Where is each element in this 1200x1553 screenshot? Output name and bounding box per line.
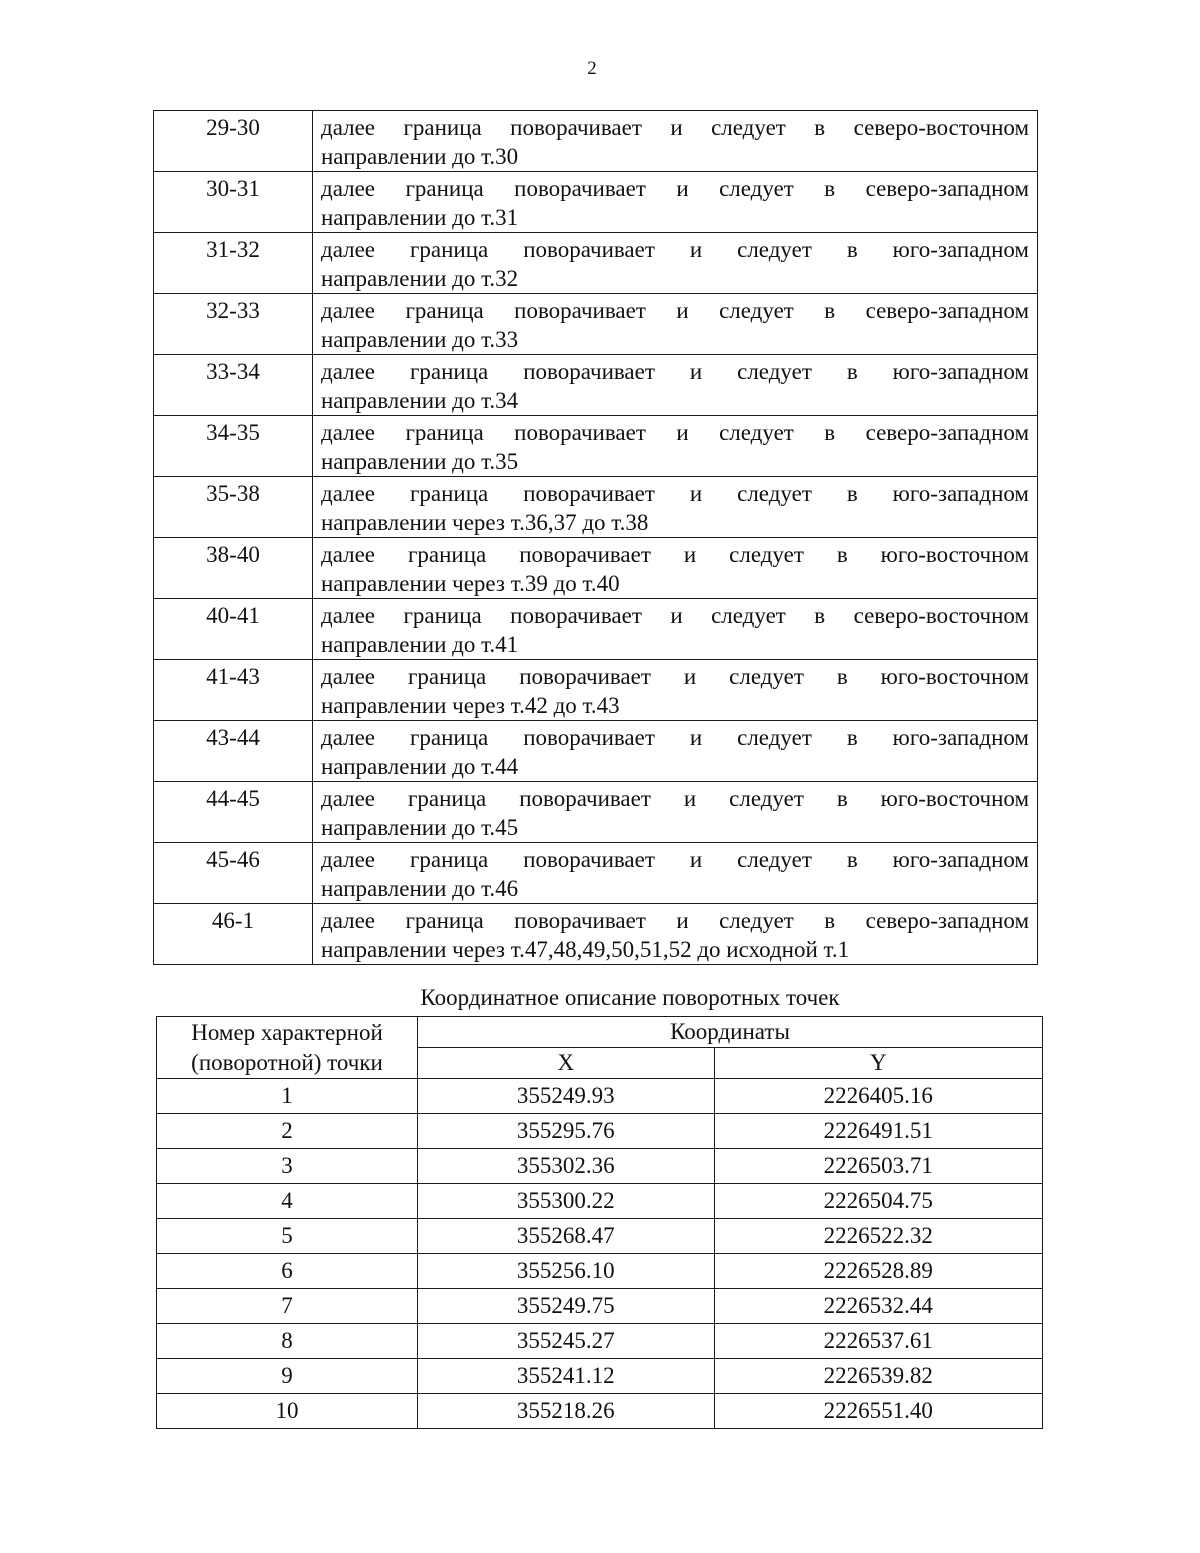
point-number: 8: [157, 1324, 418, 1359]
boundary-segment-row: [154, 233, 1038, 294]
header-point-number: [157, 1017, 418, 1079]
segment-description-line1: далее граница поворачивает и следует в северо-западном: [321, 420, 1029, 445]
segment-description: [313, 477, 1038, 538]
boundary-segment-row: [154, 477, 1038, 538]
boundary-segment-row: [154, 355, 1038, 416]
segment-description: [313, 416, 1038, 477]
coordinate-x: 355300.22: [418, 1184, 715, 1219]
boundary-segment-row: [154, 599, 1038, 660]
segment-description: [313, 111, 1038, 172]
point-number: 1: [157, 1079, 418, 1114]
coordinate-row: [157, 1114, 1043, 1149]
coordinate-row: [157, 1359, 1043, 1394]
boundary-segment-row: [154, 660, 1038, 721]
segment-description-line2: направлении до т.33: [321, 327, 519, 352]
coordinate-x: 355302.36: [418, 1149, 715, 1184]
segment-number: 45-46: [154, 843, 313, 904]
point-number: 3: [157, 1149, 418, 1184]
coordinate-y: 2226528.89: [714, 1254, 1042, 1289]
coordinate-x: 355241.12: [418, 1359, 715, 1394]
boundary-segment-row: [154, 782, 1038, 843]
segment-description: [313, 599, 1038, 660]
coordinate-y: 2226405.16: [714, 1079, 1042, 1114]
coordinate-x: 355245.27: [418, 1324, 715, 1359]
segment-description: [313, 721, 1038, 782]
segment-description-line2: направлении через т.39 до т.40: [321, 571, 620, 596]
header-y: Y: [714, 1048, 1042, 1079]
segment-number: 44-45: [154, 782, 313, 843]
segment-number: 35-38: [154, 477, 313, 538]
point-number: 10: [157, 1394, 418, 1429]
segment-description-line2: направлении через т.47,48,49,50,51,52 до исходной т.1: [321, 937, 850, 962]
segment-number: 40-41: [154, 599, 313, 660]
coordinate-x: 355268.47: [418, 1219, 715, 1254]
segment-description-line2: направлении до т.45: [321, 815, 519, 840]
coordinate-y: 2226551.40: [714, 1394, 1042, 1429]
point-number: 7: [157, 1289, 418, 1324]
segment-description: [313, 843, 1038, 904]
segment-description-line1: далее граница поворачивает и следует в северо-западном: [321, 298, 1029, 323]
segment-description-line1: далее граница поворачивает и следует в северо-западном: [321, 908, 1029, 933]
segment-number: 34-35: [154, 416, 313, 477]
boundary-segment-row: [154, 843, 1038, 904]
segment-description-line1: далее граница поворачивает и следует в юго-западном: [321, 847, 1029, 872]
segment-description-line2: направлении до т.30: [321, 144, 519, 169]
header-point-line2: (поворотной) точки: [191, 1049, 383, 1075]
segment-description-line2: направлении до т.35: [321, 449, 519, 474]
coordinate-row: [157, 1324, 1043, 1359]
segment-description-line1: далее граница поворачивает и следует в юго-западном: [321, 481, 1029, 506]
segment-description: [313, 660, 1038, 721]
segment-description-line1: далее граница поворачивает и следует в юго-западном: [321, 237, 1029, 262]
page-number: 2: [587, 58, 597, 79]
coordinate-row: [157, 1394, 1043, 1429]
segment-number: 29-30: [154, 111, 313, 172]
coordinates-table-header: [157, 1017, 1043, 1079]
segment-number: 38-40: [154, 538, 313, 599]
segment-description-line2: направлении до т.44: [321, 754, 519, 779]
boundary-segment-row: [154, 416, 1038, 477]
segment-number: 33-34: [154, 355, 313, 416]
boundary-segment-row: [154, 538, 1038, 599]
segment-description-line1: далее граница поворачивает и следует в юго-восточном: [321, 664, 1029, 689]
segment-number: 43-44: [154, 721, 313, 782]
segment-number: 30-31: [154, 172, 313, 233]
coordinate-x: 355249.93: [418, 1079, 715, 1114]
header-x: X: [418, 1048, 715, 1079]
coordinate-x: 355218.26: [418, 1394, 715, 1429]
segment-description: [313, 294, 1038, 355]
coordinate-row: [157, 1254, 1043, 1289]
segment-description-line1: далее граница поворачивает и следует в юго-восточном: [321, 542, 1029, 567]
segment-number: 32-33: [154, 294, 313, 355]
boundary-segment-row: [154, 172, 1038, 233]
segment-description-line1: далее граница поворачивает и следует в северо-восточном: [321, 115, 1029, 140]
coordinates-title: Координатное описание поворотных точек: [420, 985, 840, 1010]
coordinate-y: 2226537.61: [714, 1324, 1042, 1359]
point-number: 9: [157, 1359, 418, 1394]
segment-description-line1: далее граница поворачивает и следует в юго-западном: [321, 359, 1029, 384]
boundary-segment-row: [154, 111, 1038, 172]
segment-description-line2: направлении до т.31: [321, 205, 519, 230]
boundary-description-table: [153, 110, 1038, 965]
segment-description-line2: направлении до т.34: [321, 388, 519, 413]
segment-description-line2: направлении до т.46: [321, 876, 519, 901]
segment-description-line2: направлении через т.36,37 до т.38: [321, 510, 649, 535]
segment-description: [313, 172, 1038, 233]
segment-description: [313, 782, 1038, 843]
segment-description: [313, 355, 1038, 416]
coordinate-y: 2226504.75: [714, 1184, 1042, 1219]
point-number: 5: [157, 1219, 418, 1254]
header-point-line1: Номер характерной: [191, 1019, 383, 1045]
point-number: 4: [157, 1184, 418, 1219]
segment-description: [313, 538, 1038, 599]
segment-description-line2: направлении через т.42 до т.43: [321, 693, 620, 718]
point-number: 2: [157, 1114, 418, 1149]
boundary-segment-row: [154, 294, 1038, 355]
coordinate-row: [157, 1184, 1043, 1219]
coordinate-row: [157, 1079, 1043, 1114]
boundary-segment-row: [154, 721, 1038, 782]
coordinates-table: [156, 1016, 1043, 1429]
segment-description-line1: далее граница поворачивает и следует в северо-западном: [321, 176, 1029, 201]
coordinate-row: [157, 1289, 1043, 1324]
segment-number: 31-32: [154, 233, 313, 294]
coordinate-y: 2226491.51: [714, 1114, 1042, 1149]
coordinate-row: [157, 1149, 1043, 1184]
coordinate-y: 2226539.82: [714, 1359, 1042, 1394]
coordinate-y: 2226522.32: [714, 1219, 1042, 1254]
header-coordinates: Координаты: [418, 1017, 1043, 1048]
coordinate-x: 355295.76: [418, 1114, 715, 1149]
coordinate-x: 355256.10: [418, 1254, 715, 1289]
point-number: 6: [157, 1254, 418, 1289]
coordinate-y: 2226503.71: [714, 1149, 1042, 1184]
segment-number: 41-43: [154, 660, 313, 721]
segment-description-line2: направлении до т.32: [321, 266, 519, 291]
boundary-description-body: [154, 111, 1038, 965]
coordinate-row: [157, 1219, 1043, 1254]
segment-description: [313, 233, 1038, 294]
coordinate-y: 2226532.44: [714, 1289, 1042, 1324]
segment-description-line2: направлении до т.41: [321, 632, 519, 657]
boundary-segment-row: [154, 904, 1038, 965]
segment-description-line1: далее граница поворачивает и следует в юго-восточном: [321, 786, 1029, 811]
segment-number: 46-1: [154, 904, 313, 965]
coordinate-x: 355249.75: [418, 1289, 715, 1324]
segment-description-line1: далее граница поворачивает и следует в северо-восточном: [321, 603, 1029, 628]
coordinates-table-body: [157, 1079, 1043, 1429]
segment-description-line1: далее граница поворачивает и следует в юго-западном: [321, 725, 1029, 750]
segment-description: [313, 904, 1038, 965]
